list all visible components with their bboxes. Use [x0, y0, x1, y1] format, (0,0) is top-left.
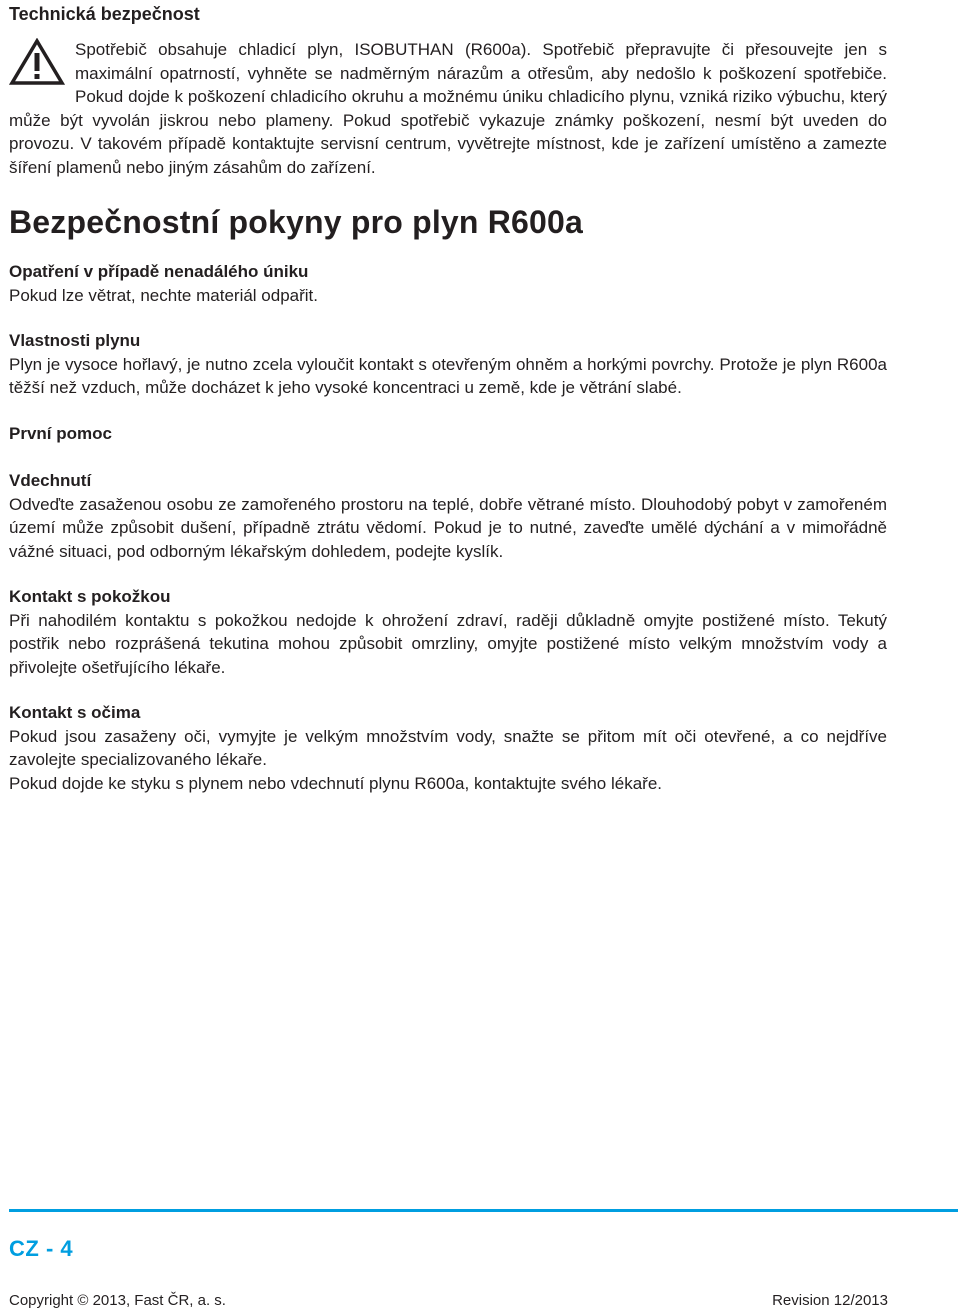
section-text: Odveďte zasaženou osobu ze zamořeného prostoru na teplé, dobře větrané místo. Dlouhodobý pobyt v zamořeném území může způsobit dušení, případně ztrátu vědomí. Pokud je to nutné, zaveďte umělé dýchání a v mimořádně vážné situaci, pod odborným lékařským dohledem, podejte kyslík. [9, 494, 887, 561]
section-text: Pokud jsou zasaženy oči, vymyjte je velkým množstvím vody, snažte se přitom mít oči otevřené, a co nejdříve zavolejte specializovaného lékaře. [9, 726, 887, 769]
section-eyes [9, 701, 887, 795]
warning-block [9, 38, 887, 179]
section-properties [9, 329, 887, 400]
warning-text: Spotřebič obsahuje chladicí plyn, ISOBUTHAN (R600a). Spotřebič přepravujte či přesouvejte jen s maximální opatrností, vyhněte se nadměrným nárazům a otřesům, aby nedošlo k poškození spotřebiče. Pokud dojde k poškození chladicího okruhu a možnému úniku chladicího plynu, vzniká riziko výbuchu, který může být vyvolán jiskrou nebo plameny. Pokud spotřebič vykazuje známky poškození, nesmí být uveden do provozu. V takovém případě kontaktujte servisní centrum, vyvětrejte místnost, kde je zařízení umístěno a zamezte šíření plamenů nebo jiným zásahům do zařízení. [9, 40, 887, 177]
section-heading: Opatření v případě nenadálého úniku [9, 262, 309, 281]
section-heading: Kontakt s pokožkou [9, 587, 171, 606]
copyright-text: Copyright © 2013, Fast ČR, a. s. [9, 1292, 226, 1309]
section-heading: Kontakt s očima [9, 703, 141, 722]
section-inhalation [9, 469, 887, 563]
section-leak [9, 260, 887, 307]
section-title: Technická bezpečnost [9, 4, 200, 24]
section-first-aid [9, 422, 887, 446]
section-text: Pokud dojde ke styku s plynem nebo vdechnutí plynu R600a, kontaktujte svého lékaře. [9, 773, 663, 793]
section-heading: Vlastnosti plynu [9, 331, 141, 350]
section-heading: První pomoc [9, 424, 112, 443]
footer-divider [9, 1209, 958, 1212]
revision-text: Revision 12/2013 [772, 1292, 888, 1309]
warning-triangle-icon [9, 38, 65, 86]
section-text: Při nahodilém kontaktu s pokožkou nedojde k ohrožení zdraví, raději důkladně omyjte postižené místo. Tekutý postřik nebo rozprášená tekutina mohou způsobit omrzliny, omyjte postižené místo velkým množstvím vody a přivolejte ošetřujícího lékaře. [9, 610, 887, 677]
page-heading: Bezpečnostní pokyny pro plyn R600a [9, 204, 584, 240]
section-text: Plyn je vysoce hořlavý, je nutno zcela vyloučit kontakt s otevřeným ohněm a horkými povrchy. Protože je plyn R600a těžší než vzduch, může docházet k jeho vysoké koncentraci u země, kde je větrání slabé. [9, 354, 887, 397]
section-heading: Vdechnutí [9, 471, 92, 490]
section-text: Pokud lze větrat, nechte materiál odpařit. [9, 285, 318, 305]
section-skin [9, 585, 887, 679]
page-number: CZ - 4 [9, 1236, 74, 1261]
